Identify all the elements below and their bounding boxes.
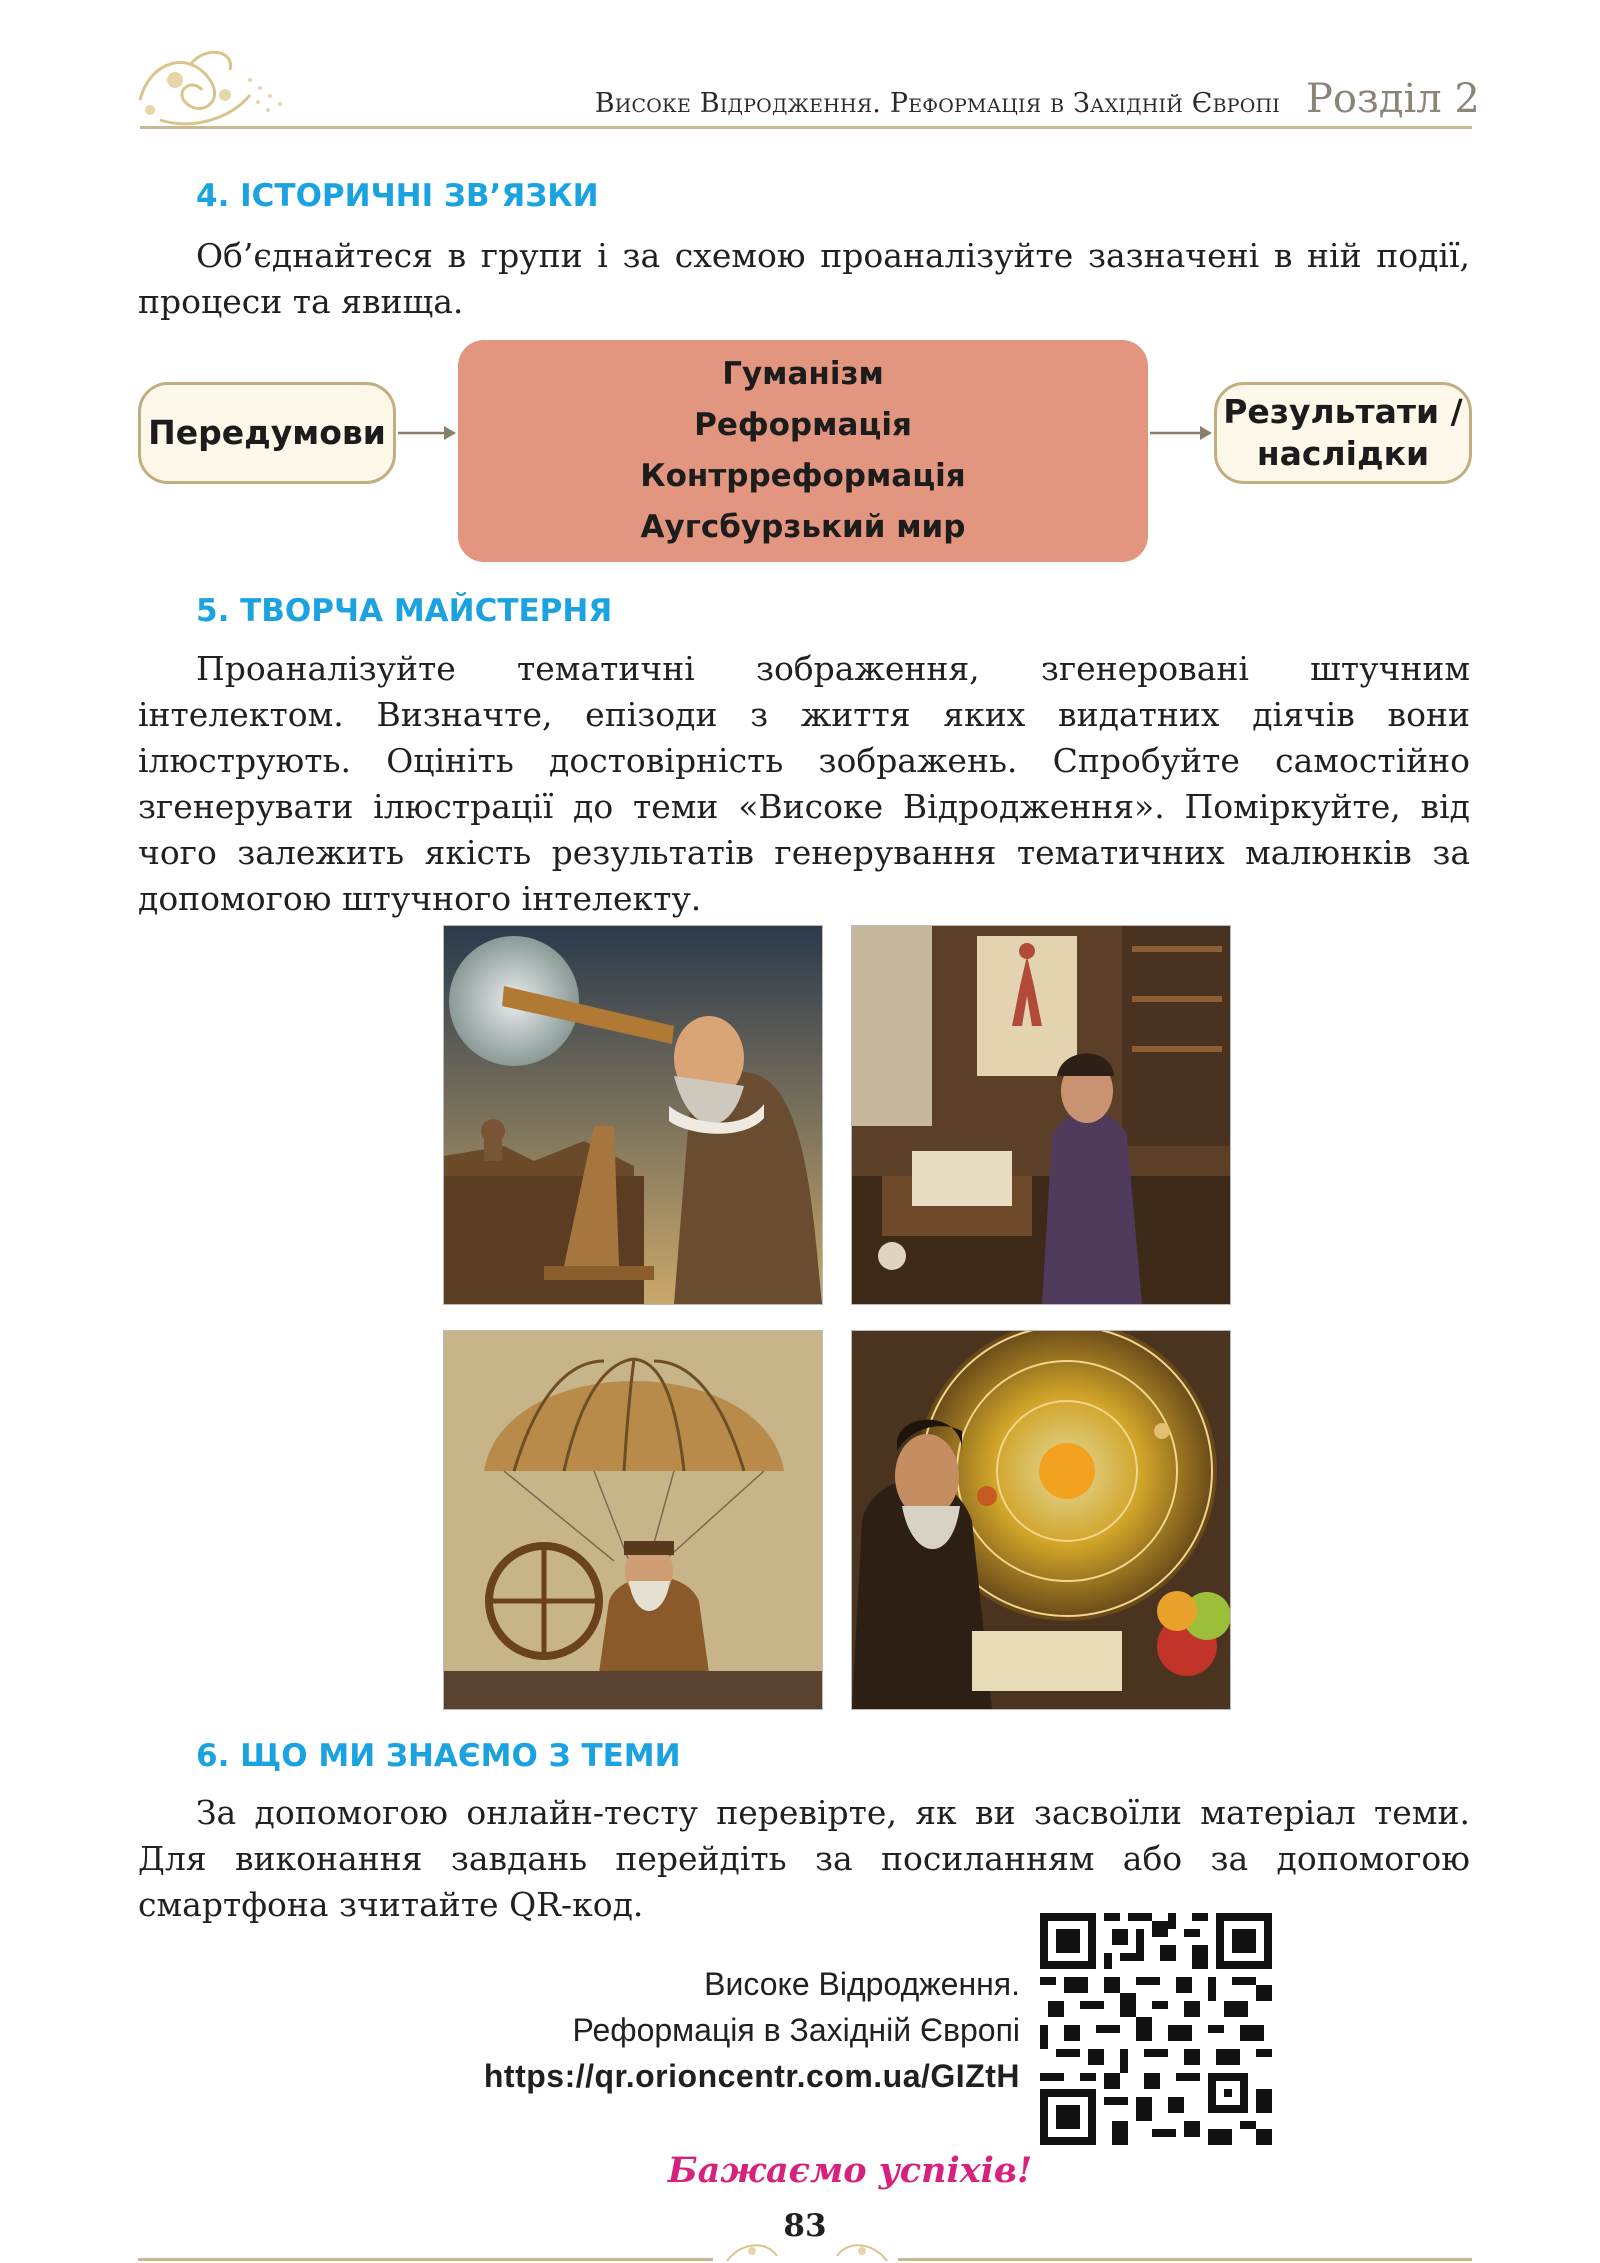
diagram-results-label: наслідки — [1256, 434, 1430, 473]
diagram-prerequisites-box — [138, 382, 396, 484]
astronomer-telescope-image — [443, 925, 823, 1305]
section-6-heading: 6. ЩО МИ ЗНАЄМО З ТЕМИ — [196, 1738, 681, 1774]
diagram-item: Аугсбурзький мир — [640, 509, 966, 545]
footer-ornament-icon — [722, 2236, 892, 2263]
diagram-item: Контрреформація — [640, 458, 966, 494]
section-label: Розділ 2 — [1306, 76, 1480, 122]
section-5-text: Проаналізуйте тематичні зображення, згенеровані штучним інтелектом. Визначте, епізоди з життя яких видатних діячів вони ілюструють. Оцініть достовірність зображень. Спробуйте самостійно згенерувати ілюстрації до теми «Високе Відродження». Поміркуйте, від чого залежить якість результатів генерування тематичних малюнків за допомогою штучного інтелекту. — [138, 649, 1470, 918]
page-number: 83 — [783, 2208, 827, 2244]
parachute-inventor-image — [443, 1330, 823, 1710]
diagram-results-label: Результати / — [1223, 392, 1463, 431]
qr-caption-line2: Реформація в Західній Європі — [572, 2012, 1020, 2048]
section-5-heading: 5. ТВОРЧА МАЙСТЕРНЯ — [196, 593, 613, 629]
footer-divider-left — [138, 2258, 713, 2261]
qr-link[interactable]: https://qr.orioncentr.com.ua/GIZtH — [483, 2058, 1020, 2094]
arrow-right-icon — [398, 422, 458, 444]
diagram-center-box — [458, 340, 1148, 562]
floral-ornament-icon — [130, 40, 300, 140]
section-4-heading: 4. ІСТОРИЧНІ ЗВ’ЯЗКИ — [196, 178, 599, 214]
section-6-text: За допомогою онлайн-тесту перевірте, як ви засвоїли матеріал теми. Для виконання завдань перейдіть за посиланням або за допомогою смартфона зчитайте QR-код. — [138, 1793, 1470, 1924]
astronomer-solar-system-image — [851, 1330, 1231, 1710]
diagram-prerequisites-label: Передумови — [148, 413, 386, 452]
arrow-right-icon — [1150, 422, 1214, 444]
closing-wish: Бажаємо успіхів! — [667, 2150, 1033, 2191]
section-4-text: Об’єднайтеся в групи і за схемою проаналізуйте зазначені в ній події, процеси та явища. — [138, 236, 1470, 321]
anatomist-study-image — [851, 925, 1231, 1305]
qr-caption-line1: Високе Відродження. — [704, 1966, 1020, 2002]
diagram-item: Реформація — [694, 407, 912, 443]
running-header-title: Високе Відродження. Реформація в Західній Європі — [594, 88, 1280, 119]
diagram-item: Гуманізм — [722, 356, 884, 392]
diagram-results-box — [1214, 382, 1472, 484]
header-divider — [140, 126, 1472, 129]
footer-divider-right — [898, 2258, 1472, 2261]
qr-code-icon[interactable] — [1040, 1913, 1272, 2145]
